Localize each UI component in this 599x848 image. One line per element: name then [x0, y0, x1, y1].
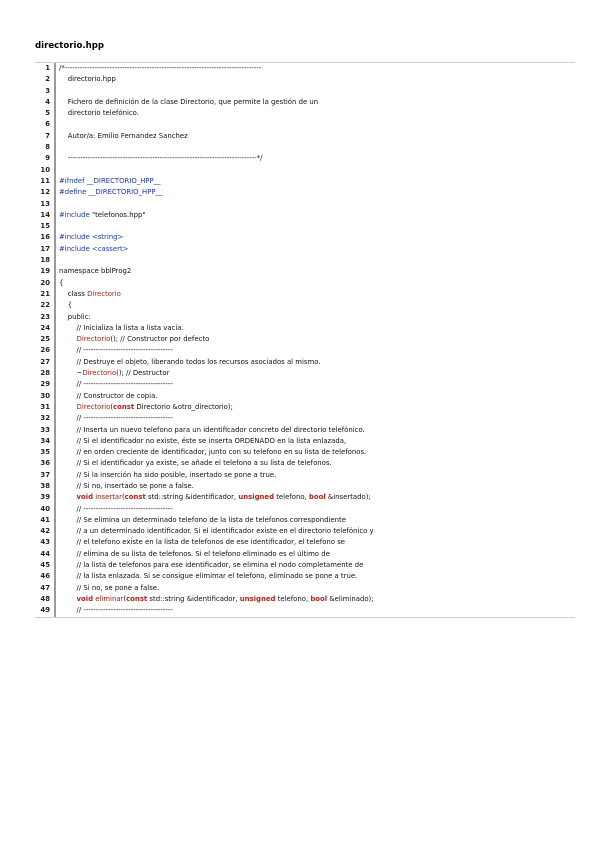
line-number: 38 — [40, 481, 50, 490]
code-token: ( — [121, 493, 125, 502]
code-text — [50, 560, 575, 571]
code-token: { — [59, 301, 73, 310]
code-line — [35, 199, 575, 210]
code-text — [50, 74, 575, 85]
code-token: // el telefono existe en la lista de telefonos de ese identificador, el telefono se — [59, 538, 346, 547]
line-number: 12 — [40, 188, 50, 197]
line-number: 19 — [40, 267, 50, 276]
code-token: Directorio &otro_directorio); — [134, 402, 233, 411]
code-token: const — [113, 402, 135, 411]
code-line — [35, 119, 575, 130]
code-line — [35, 560, 575, 571]
code-line — [35, 266, 575, 277]
line-number: 6 — [45, 120, 50, 129]
line-number: 49 — [40, 606, 50, 615]
code-line — [35, 108, 575, 119]
code-token: bool — [308, 493, 326, 502]
code-text — [50, 549, 575, 560]
code-text — [50, 232, 575, 243]
code-line — [35, 278, 575, 289]
code-token: #ifndef __DIRECTORIO_HPP__ — [59, 176, 161, 185]
line-number: 1 — [45, 64, 50, 72]
line-number: 34 — [40, 436, 50, 445]
code-line — [35, 255, 575, 266]
code-text — [50, 481, 575, 492]
code-line — [35, 97, 575, 108]
line-number: 44 — [40, 549, 50, 558]
code-line — [35, 515, 575, 526]
code-token: Directorio — [87, 289, 121, 298]
file-title: directorio.hpp — [35, 41, 105, 51]
code-text — [50, 312, 575, 323]
code-token: ----------------------------------------------------------------------------*/ — [59, 154, 263, 163]
code-line — [35, 244, 575, 255]
code-line — [35, 176, 575, 187]
code-token: ~ — [59, 369, 83, 378]
code-token: (); // Destructor — [116, 369, 170, 378]
code-token: insertar — [95, 493, 122, 502]
code-text — [50, 526, 575, 537]
code-line — [35, 368, 575, 379]
code-text — [50, 537, 575, 548]
code-token: // a un determinado identificador. Si el identificador existe en el directorio telefónico y — [59, 527, 374, 536]
code-token: telefono, — [275, 594, 311, 603]
code-line — [35, 537, 575, 548]
line-number: 32 — [40, 414, 50, 423]
line-number: 30 — [40, 391, 50, 400]
code-line — [35, 63, 575, 74]
code-line — [35, 379, 575, 390]
code-text — [50, 357, 575, 368]
code-token: const — [124, 493, 146, 502]
code-text — [50, 63, 575, 74]
code-token: &eliminado); — [327, 594, 374, 603]
line-number: 20 — [40, 278, 50, 287]
code-text — [50, 199, 575, 210]
code-token: // Inicializa la lista a lista vacía. — [59, 323, 184, 332]
code-text — [50, 97, 575, 108]
code-token: &insertado); — [325, 493, 371, 502]
line-number: 40 — [40, 504, 50, 513]
code-token: public: — [59, 312, 91, 321]
code-token: // Destruye el objeto, liberando todos los recursos asociados al mismo. — [59, 357, 321, 366]
code-token: // ------------------------------------ — [59, 504, 173, 513]
code-text — [50, 470, 575, 481]
code-token: ( — [123, 594, 127, 603]
line-number: 5 — [45, 109, 50, 118]
line-number: 26 — [40, 346, 50, 355]
code-token: directorio telefónico. — [59, 109, 139, 118]
code-token: telefono, — [274, 493, 309, 502]
code-text — [50, 436, 575, 447]
code-token: Autor/a: Emilio Fernandez Sanchez — [59, 131, 188, 140]
code-line — [35, 481, 575, 492]
code-line — [35, 571, 575, 582]
code-line — [35, 492, 575, 503]
code-token: "telefonos.hpp" — [91, 210, 146, 219]
code-token: (); // Constructor por defecto — [110, 335, 210, 344]
line-number: 27 — [40, 357, 50, 366]
code-text — [50, 368, 575, 379]
code-line — [35, 187, 575, 198]
code-token: directorio.hpp — [59, 75, 116, 84]
code-token: // Si no, se pone a false. — [59, 583, 160, 592]
code-token: Directorio — [82, 369, 117, 378]
line-number: 23 — [40, 312, 50, 321]
code-token: // ------------------------------------ — [59, 380, 173, 389]
code-text — [50, 153, 575, 164]
code-token: // Constructor de copia. — [59, 391, 158, 400]
code-text — [50, 300, 575, 311]
code-text — [50, 278, 575, 289]
code-line — [35, 425, 575, 436]
code-text — [50, 402, 575, 413]
code-text — [50, 255, 575, 266]
code-text — [50, 165, 575, 176]
line-number: 37 — [40, 470, 50, 479]
code-token: // ------------------------------------ — [59, 606, 173, 615]
code-token: // Se elimina un determinado telefono de la lista de telefonos correspondiente — [59, 515, 346, 524]
line-number: 3 — [45, 86, 50, 95]
code-line — [35, 504, 575, 515]
line-number: 43 — [40, 538, 50, 547]
code-line — [35, 357, 575, 368]
code-line — [35, 153, 575, 164]
code-token: ( — [110, 402, 114, 411]
code-line — [35, 142, 575, 153]
code-token: unsigned — [238, 493, 275, 502]
line-number: 28 — [40, 369, 50, 378]
code-line — [35, 526, 575, 537]
line-number: 46 — [40, 572, 50, 581]
code-text — [50, 187, 575, 198]
code-token: /*------------------------------------------------------------------------------- — [59, 64, 262, 72]
code-token: { — [59, 278, 64, 287]
code-text — [50, 492, 575, 503]
code-token: #include <cassert> — [59, 244, 129, 253]
line-number: 31 — [40, 402, 50, 411]
code-token: bool — [310, 594, 328, 603]
code-line — [35, 210, 575, 221]
code-token: Fichero de definición de la clase Directorio, que permite la gestión de un — [59, 97, 319, 106]
code-listing — [35, 62, 575, 618]
code-text — [50, 210, 575, 221]
line-number: 42 — [40, 527, 50, 536]
code-token: // Si no, insertado se pone a false. — [59, 481, 194, 490]
code-token: #include — [59, 210, 92, 219]
line-number: 17 — [40, 244, 50, 253]
code-line — [35, 594, 575, 605]
code-token — [59, 403, 77, 411]
code-text — [50, 515, 575, 526]
code-line — [35, 345, 575, 356]
code-token: // Si el identificador ya existe, se añade el telefono a su lista de telefonos. — [59, 459, 332, 468]
code-text — [50, 425, 575, 436]
code-line — [35, 583, 575, 594]
code-line — [35, 402, 575, 413]
code-text — [50, 504, 575, 515]
code-text — [50, 334, 575, 345]
line-number: 2 — [45, 75, 50, 84]
code-text — [50, 176, 575, 187]
code-text — [50, 119, 575, 130]
code-line — [35, 300, 575, 311]
code-token: Directorio — [76, 335, 111, 344]
code-line — [35, 458, 575, 469]
code-token: #define __DIRECTORIO_HPP__ — [59, 188, 163, 197]
code-text — [50, 266, 575, 277]
code-line — [35, 447, 575, 458]
line-number: 36 — [40, 459, 50, 468]
line-number: 15 — [40, 222, 50, 231]
code-token: // elimina de su lista de telefonos. Si el telefono eliminado es el último de — [59, 549, 330, 558]
code-token: void — [76, 493, 94, 502]
code-token — [59, 335, 77, 343]
line-number: 22 — [40, 301, 50, 310]
code-token: // Si el identificador no existe, éste se inserta ORDENADO en la lista enlazada, — [59, 436, 347, 445]
code-token: // ------------------------------------ — [59, 346, 173, 355]
code-token: void — [76, 594, 94, 603]
code-token: #include <string> — [59, 233, 124, 242]
line-number: 29 — [40, 380, 50, 389]
line-number: 18 — [40, 256, 50, 265]
code-text — [50, 379, 575, 390]
code-text — [50, 413, 575, 424]
code-text — [50, 323, 575, 334]
code-token: // ------------------------------------ — [59, 414, 173, 423]
line-number: 13 — [40, 199, 50, 208]
code-line — [35, 289, 575, 300]
code-line — [35, 436, 575, 447]
code-line — [35, 391, 575, 402]
line-number: 7 — [45, 131, 50, 140]
code-text — [50, 244, 575, 255]
code-text — [50, 345, 575, 356]
code-token: eliminar — [95, 594, 124, 603]
line-number: 35 — [40, 448, 50, 457]
code-token: // la lista enlazada. Si se consigue elimimar el telefono, eliminado se pone a true. — [59, 572, 358, 581]
line-number: 10 — [40, 165, 50, 174]
code-text — [50, 447, 575, 458]
code-text — [50, 221, 575, 232]
code-text — [50, 594, 575, 605]
code-text — [50, 458, 575, 469]
code-token: // la lista de telefonos para ese identificador, se elimina el nodo completamente de — [59, 561, 364, 570]
line-number: 11 — [40, 176, 50, 185]
line-number: 14 — [40, 210, 50, 219]
line-number: 33 — [40, 425, 50, 434]
code-text — [50, 605, 575, 616]
line-number: 16 — [40, 233, 50, 242]
line-number: 24 — [40, 323, 50, 332]
line-number: 41 — [40, 515, 50, 524]
code-token: std::string &identificador, — [145, 493, 239, 502]
code-text — [50, 131, 575, 142]
code-token: unsigned — [239, 594, 276, 603]
line-number: 39 — [40, 493, 50, 502]
code-token: class — [59, 289, 88, 298]
code-token — [59, 493, 77, 501]
line-number: 45 — [40, 561, 50, 570]
code-text — [50, 583, 575, 594]
line-number: 9 — [45, 154, 50, 163]
code-text — [50, 108, 575, 119]
code-text — [50, 142, 575, 153]
line-number: 4 — [45, 97, 50, 106]
code-token — [59, 595, 77, 603]
code-token: const — [126, 594, 148, 603]
code-text — [50, 571, 575, 582]
code-token: // Si la inserción ha sido posible, insertado se pone a true. — [59, 470, 277, 479]
code-line — [35, 323, 575, 334]
code-line — [35, 221, 575, 232]
code-token: Directorio — [76, 402, 111, 411]
code-token: // Inserta un nuevo telefono para un identificador concreto del directorio telefónico. — [59, 425, 365, 434]
code-token: namespace bblProg2 — [59, 267, 132, 276]
code-line — [35, 605, 575, 616]
code-line — [35, 131, 575, 142]
code-line — [35, 312, 575, 323]
line-number: 21 — [40, 289, 50, 298]
code-line — [35, 470, 575, 481]
code-line — [35, 413, 575, 424]
code-line — [35, 74, 575, 85]
line-number: 48 — [40, 594, 50, 603]
line-number: 8 — [45, 143, 50, 152]
code-token: std::string &identificador, — [147, 594, 240, 603]
code-line — [35, 86, 575, 97]
code-line — [35, 232, 575, 243]
code-text — [50, 289, 575, 300]
code-line — [35, 549, 575, 560]
line-number: 47 — [40, 583, 50, 592]
code-text — [50, 86, 575, 97]
code-text — [50, 391, 575, 402]
code-line — [35, 334, 575, 345]
line-number: 25 — [40, 335, 50, 344]
code-token: // en orden creciente de identificador, junto con su telefono en su lista de telefonos. — [59, 448, 367, 457]
code-line — [35, 165, 575, 176]
